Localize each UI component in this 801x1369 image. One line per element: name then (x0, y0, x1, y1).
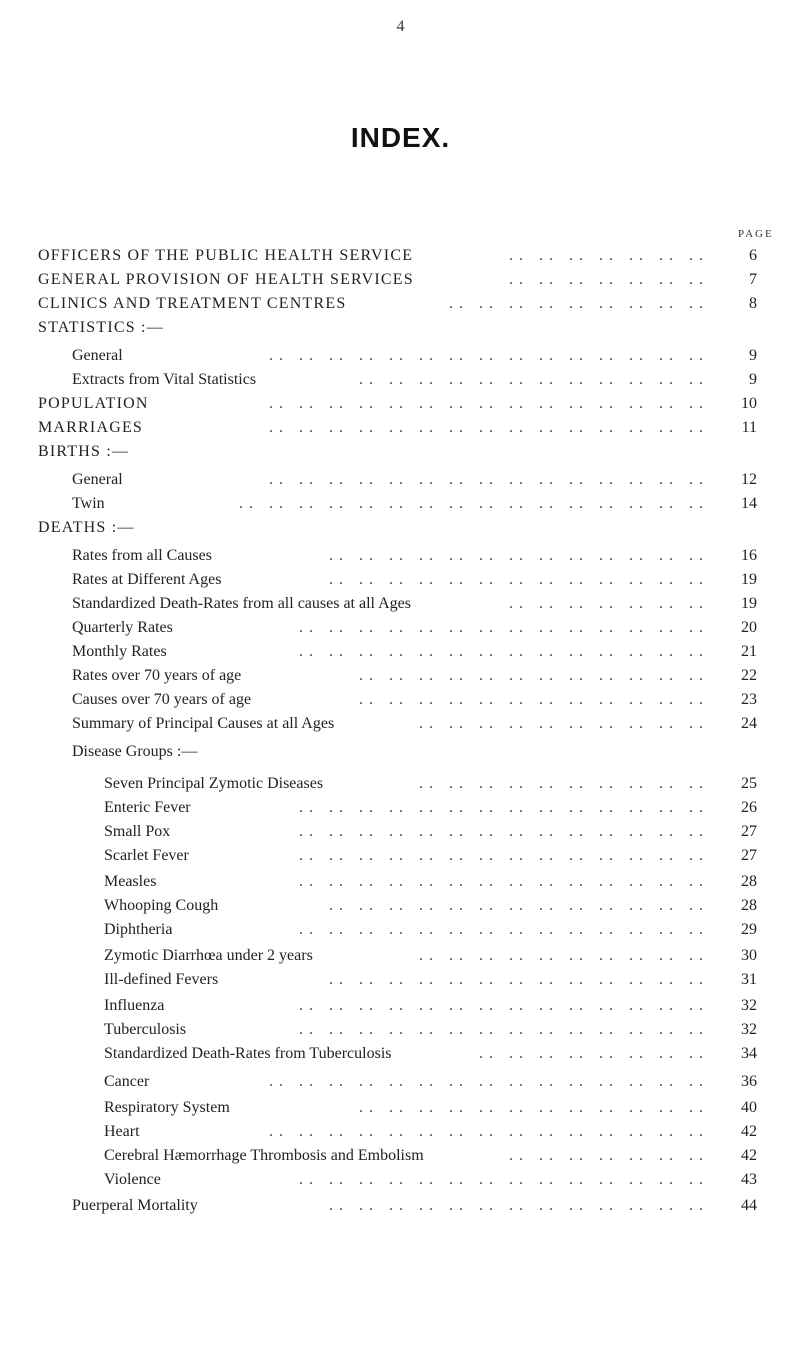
index-entry-label: CLINICS AND TREATMENT CENTRES (38, 295, 347, 312)
index-entry-label: Heart (104, 1123, 140, 1140)
leader-dots: .. .. .. .. .. .. .. .. .. .. .. .. .. .. .. .. (239, 495, 709, 512)
index-entry (0, 1120, 801, 1144)
index-entry-label: Puerperal Mortality (72, 1197, 198, 1214)
index-entry-label: Influenza (104, 997, 165, 1014)
index-entry-label: Standardized Death-Rates from Tuberculosis (104, 1045, 392, 1062)
index-entry-label: Rates over 70 years of age (72, 667, 242, 684)
index-entry-label: Standardized Death-Rates from all causes at all Ages (72, 595, 411, 612)
leader-dots: .. .. .. .. .. .. .. .. .. .. .. .. (359, 691, 709, 708)
index-entry (0, 268, 801, 292)
index-entry (0, 392, 801, 416)
index-entry-page: 32 (741, 1021, 757, 1038)
leader-dots: .. .. .. .. .. .. .. .. .. .. .. .. .. .. (299, 1021, 709, 1038)
index-entry-label: Cerebral Hæmorrhage Thrombosis and Embolism (104, 1147, 424, 1164)
index-entry-page: 22 (741, 667, 757, 684)
index-entry (0, 870, 801, 894)
index-entry (0, 1018, 801, 1042)
index-entry (0, 1144, 801, 1168)
index-entry (0, 820, 801, 844)
index-entry-label: Whooping Cough (104, 897, 219, 914)
index-entry (0, 1042, 801, 1066)
index-entry (0, 568, 801, 592)
index-entry-page: 42 (741, 1147, 757, 1164)
index-entry-label: Scarlet Fever (104, 847, 189, 864)
leader-dots: .. .. .. .. .. .. .. .. .. .. .. .. .. (329, 571, 709, 588)
index-entry-label: Seven Principal Zymotic Diseases (104, 775, 324, 792)
index-entry-label: Tuberculosis (104, 1021, 187, 1038)
index-entry-page: 16 (741, 547, 757, 564)
index-entry-label: BIRTHS :— (38, 443, 130, 460)
index-entry-label: GENERAL PROVISION OF HEALTH SERVICES (38, 271, 414, 288)
index-entry (0, 918, 801, 942)
index-entry (0, 944, 801, 968)
index-entry-page: 19 (741, 595, 757, 612)
index-entry-label: Enteric Fever (104, 799, 191, 816)
leader-dots: .. .. .. .. .. .. .. .. (479, 1045, 709, 1062)
index-entry-page: 11 (741, 419, 757, 436)
leader-dots: .. .. .. .. .. .. .. .. .. .. .. .. .. (329, 1197, 709, 1214)
index-entry (0, 1070, 801, 1094)
leader-dots: .. .. .. .. .. .. .. .. .. .. .. .. .. .. .. (269, 395, 709, 412)
leader-dots: .. .. .. .. .. .. .. .. .. .. .. .. .. .. .. (269, 1123, 709, 1140)
index-entry-page: 32 (741, 997, 757, 1014)
index-entry-page: 31 (741, 971, 757, 988)
index-entry-page: 14 (741, 495, 757, 512)
page-title: INDEX. (350, 122, 451, 153)
index-entry (0, 468, 801, 492)
leader-dots: .. .. .. .. .. .. .. .. .. .. .. .. .. .. .. (269, 419, 709, 436)
leader-dots: .. .. .. .. .. .. .. .. .. .. .. .. .. .. .. (269, 1073, 709, 1090)
index-entry-page: 27 (741, 847, 757, 864)
index-entry (0, 292, 801, 316)
index-entry-label: Ill-defined Fevers (104, 971, 219, 988)
index-entry-label: MARRIAGES (38, 419, 144, 436)
leader-dots: .. .. .. .. .. .. .. .. .. .. .. .. .. .. (299, 873, 709, 890)
index-entry-label: General (72, 471, 123, 488)
index-entry (0, 544, 801, 568)
index-entry-page: 25 (741, 775, 757, 792)
leader-dots: .. .. .. .. .. .. .. .. .. .. .. .. .. (329, 897, 709, 914)
index-entry (0, 640, 801, 664)
index-entry (0, 740, 801, 764)
leader-dots: .. .. .. .. .. .. .. .. .. .. .. .. (359, 371, 709, 388)
page-column-heading: PAGE (738, 228, 774, 240)
leader-dots: .. .. .. .. .. .. .. .. .. .. (419, 715, 709, 732)
index-entry (0, 968, 801, 992)
leader-dots: .. .. .. .. .. .. .. .. .. .. .. .. .. .. (299, 643, 709, 660)
index-entry-label: Violence (104, 1171, 161, 1188)
index-entry-page: 7 (749, 271, 757, 288)
index-entry-label: Small Pox (104, 823, 171, 840)
index-entry-page: 10 (741, 395, 757, 412)
index-entry-page: 23 (741, 691, 757, 708)
leader-dots: .. .. .. .. .. .. .. .. .. (449, 295, 709, 312)
leader-dots: .. .. .. .. .. .. .. .. .. .. .. .. (359, 667, 709, 684)
index-entry-label: Extracts from Vital Statistics (72, 371, 257, 388)
index-entry-page: 43 (741, 1171, 757, 1188)
index-entry (0, 664, 801, 688)
index-entry (0, 616, 801, 640)
index-entry-page: 36 (741, 1073, 757, 1090)
index-entry (0, 592, 801, 616)
index-entry-label: Disease Groups :— (72, 743, 198, 760)
leader-dots: .. .. .. .. .. .. .. .. .. .. .. .. (359, 1099, 709, 1116)
index-entry-label: OFFICERS OF THE PUBLIC HEALTH SERVICE (38, 247, 414, 264)
index-entry (0, 1194, 801, 1218)
index-entry (0, 688, 801, 712)
leader-dots: .. .. .. .. .. .. .. .. .. .. .. .. .. .. (299, 921, 709, 938)
index-entry-label: Twin (72, 495, 105, 512)
index-entry-page: 6 (749, 247, 757, 264)
leader-dots: .. .. .. .. .. .. .. .. .. .. .. .. .. .. (299, 619, 709, 636)
index-entry-label: Quarterly Rates (72, 619, 173, 636)
index-entry-page: 21 (741, 643, 757, 660)
index-entry (0, 1168, 801, 1192)
index-entry-page: 44 (741, 1197, 757, 1214)
index-entry-label: STATISTICS :— (38, 319, 164, 336)
index-entry-page: 19 (741, 571, 757, 588)
index-entry-page: 28 (741, 873, 757, 890)
index-entry-page: 40 (741, 1099, 757, 1116)
index-entry-label: Rates from all Causes (72, 547, 212, 564)
leader-dots: .. .. .. .. .. .. .. .. .. .. .. .. .. (329, 547, 709, 564)
index-entry-page: 8 (749, 295, 757, 312)
index-entry-label: General (72, 347, 123, 364)
index-entry-label: Causes over 70 years of age (72, 691, 252, 708)
index-entry-page: 9 (749, 347, 757, 364)
index-entry-page: 26 (741, 799, 757, 816)
index-entry (0, 492, 801, 516)
leader-dots: .. .. .. .. .. .. .. .. .. .. (419, 775, 709, 792)
index-entry-label: POPULATION (38, 395, 149, 412)
index-entry-page: 24 (741, 715, 757, 732)
leader-dots: .. .. .. .. .. .. .. .. .. .. (419, 947, 709, 964)
leader-dots: .. .. .. .. .. .. .. .. .. .. .. .. .. .. (299, 1171, 709, 1188)
index-entry-label: Respiratory System (104, 1099, 230, 1116)
index-entry-page: 20 (741, 619, 757, 636)
index-entry (0, 994, 801, 1018)
index-entry-label: Monthly Rates (72, 643, 167, 660)
leader-dots: .. .. .. .. .. .. .. .. .. .. .. .. .. .. .. (269, 471, 709, 488)
leader-dots: .. .. .. .. .. .. .. .. .. .. .. .. .. .. .. (269, 347, 709, 364)
index-entry-page: 42 (741, 1123, 757, 1140)
index-entry (0, 344, 801, 368)
index-entry-label: Zymotic Diarrhœa under 2 years (104, 947, 313, 964)
leader-dots: .. .. .. .. .. .. .. .. .. .. .. .. .. .. (299, 823, 709, 840)
leader-dots: .. .. .. .. .. .. .. (509, 595, 709, 612)
index-entry (0, 844, 801, 868)
index-entry-label: Diphtheria (104, 921, 173, 938)
leader-dots: .. .. .. .. .. .. .. .. .. .. .. .. .. (329, 971, 709, 988)
page-number: 4 (396, 18, 405, 35)
leader-dots: .. .. .. .. .. .. .. .. .. .. .. .. .. .. (299, 847, 709, 864)
index-entry-page: 29 (741, 921, 757, 938)
leader-dots: .. .. .. .. .. .. .. .. .. .. .. .. .. .. (299, 799, 709, 816)
index-entry (0, 368, 801, 392)
index-entry (0, 244, 801, 268)
index-entry-label: Measles (104, 873, 157, 890)
index-entry (0, 1096, 801, 1120)
index-entry (0, 316, 801, 340)
leader-dots: .. .. .. .. .. .. .. (509, 271, 709, 288)
index-entry-label: DEATHS :— (38, 519, 135, 536)
index-entry (0, 796, 801, 820)
index-entry (0, 712, 801, 736)
index-entry (0, 440, 801, 464)
index-entry (0, 772, 801, 796)
index-entry (0, 416, 801, 440)
index-entry-page: 27 (741, 823, 757, 840)
index-entry-page: 34 (741, 1045, 757, 1062)
index-entry-page: 28 (741, 897, 757, 914)
index-entry-page: 12 (741, 471, 757, 488)
index-entry-label: Cancer (104, 1073, 150, 1090)
index-entry-label: Summary of Principal Causes at all Ages (72, 715, 335, 732)
index-entry-page: 9 (749, 371, 757, 388)
leader-dots: .. .. .. .. .. .. .. (509, 247, 709, 264)
index-entry-page: 30 (741, 947, 757, 964)
index-entry (0, 894, 801, 918)
index-entry-label: Rates at Different Ages (72, 571, 222, 588)
leader-dots: .. .. .. .. .. .. .. (509, 1147, 709, 1164)
leader-dots: .. .. .. .. .. .. .. .. .. .. .. .. .. .. (299, 997, 709, 1014)
index-entry (0, 516, 801, 540)
